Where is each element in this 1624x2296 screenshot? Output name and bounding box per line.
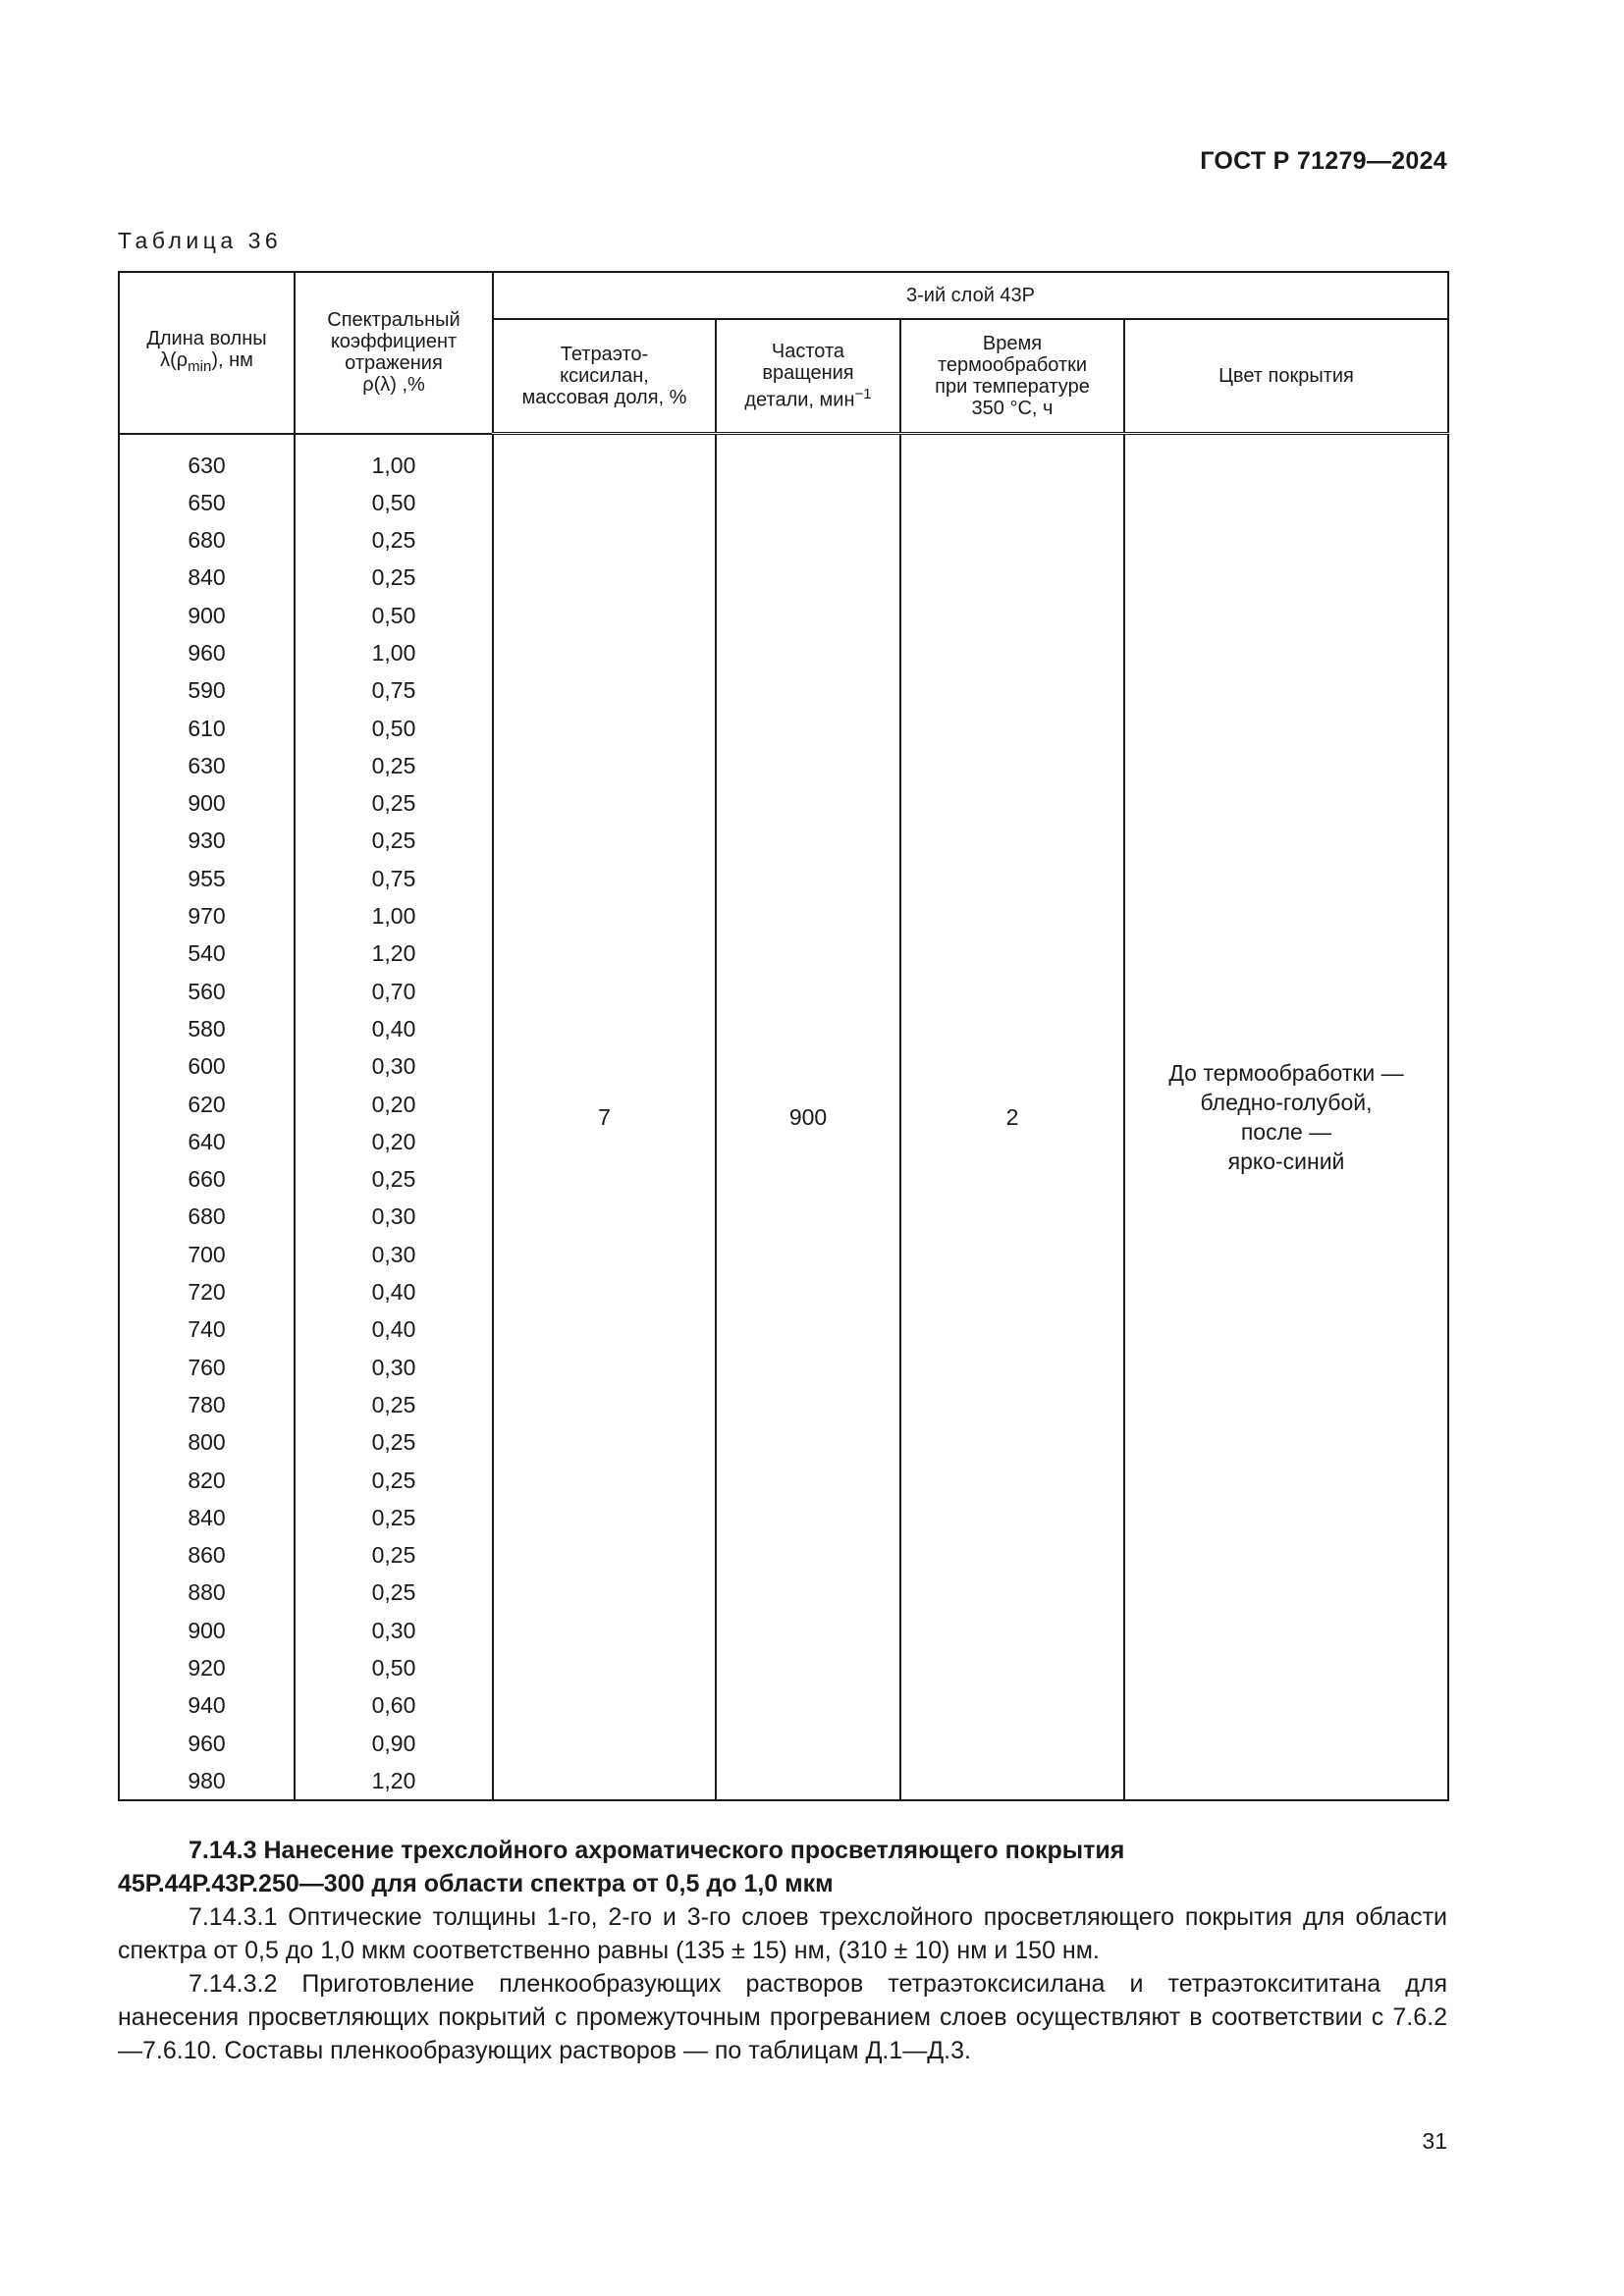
reflection-cell: 0,20 <box>371 1091 416 1117</box>
wavelength-cell: 680 <box>188 1203 226 1230</box>
reflection-cell: 0,25 <box>371 752 416 778</box>
reflection-cell: 1,00 <box>371 903 416 930</box>
table-caption: Таблица 36 <box>118 228 283 253</box>
reflection-cell: 0,25 <box>371 1166 416 1193</box>
wavelength-cell: 800 <box>188 1429 226 1456</box>
reflection-cell: 0,30 <box>371 1617 416 1643</box>
wavelength-cell: 780 <box>188 1391 226 1417</box>
section-heading: 7.14.3 Нанесение трехслойного ахроматического просветляющего покрытия 45Р.44Р.43Р.250—300 для области спектра от 0,5 до 1,0 мкм <box>118 1837 1125 1897</box>
reflection-cell: 0,40 <box>371 1015 416 1041</box>
reflection-cell: 0,40 <box>371 1279 416 1306</box>
reflection-cell: 0,40 <box>371 1316 416 1343</box>
wavelength-cell: 740 <box>188 1316 226 1343</box>
reflection-cell: 0,50 <box>371 715 416 741</box>
wavelength-cell: 590 <box>188 677 226 704</box>
wavelength-cell: 580 <box>188 1015 226 1041</box>
wavelength-cell: 650 <box>188 489 226 515</box>
reflection-cell: 0,25 <box>371 1579 416 1606</box>
wavelength-cell: 980 <box>188 1767 226 1793</box>
reflection-cell: 0,30 <box>371 1241 416 1267</box>
wavelength-cell: 660 <box>188 1166 226 1193</box>
reflection-cell: 0,50 <box>371 1655 416 1681</box>
wavelength-cell: 840 <box>188 564 226 591</box>
reflection-cell: 1,00 <box>371 639 416 666</box>
reflection-cell: 0,30 <box>371 1053 416 1080</box>
wavelength-cell: 540 <box>188 940 226 967</box>
wavelength-cell: 560 <box>188 978 226 1004</box>
wavelength-column <box>119 434 295 1801</box>
header-teos: Тетраэто- ксисилан, массовая доля, % <box>493 319 716 434</box>
wavelength-cell: 960 <box>188 639 226 666</box>
wavelength-cell: 600 <box>188 1053 226 1080</box>
wavelength-cell: 900 <box>188 602 226 628</box>
reflection-cell: 0,70 <box>371 978 416 1004</box>
time-value: 2 <box>900 434 1124 1801</box>
wavelength-cell: 630 <box>188 452 226 478</box>
wavelength-cell: 720 <box>188 1279 226 1306</box>
rotation-value: 900 <box>716 434 900 1801</box>
reflection-cell: 0,25 <box>371 828 416 854</box>
body-text <box>118 1834 1447 2067</box>
wavelength-cell: 610 <box>188 715 226 741</box>
reflection-cell: 1,00 <box>371 452 416 478</box>
wavelength-cell: 680 <box>188 527 226 554</box>
reflection-cell: 0,25 <box>371 790 416 817</box>
reflection-cell: 0,25 <box>371 1467 416 1493</box>
reflection-cell: 0,90 <box>371 1730 416 1756</box>
wavelength-cell: 930 <box>188 828 226 854</box>
data-table <box>118 271 1449 1801</box>
wavelength-cell: 860 <box>188 1542 226 1569</box>
reflection-cell: 0,25 <box>371 1429 416 1456</box>
wavelength-cell: 700 <box>188 1241 226 1267</box>
reflection-cell: 0,30 <box>371 1203 416 1230</box>
wavelength-cell: 970 <box>188 903 226 930</box>
reflection-cell: 0,50 <box>371 489 416 515</box>
wavelength-cell: 840 <box>188 1504 226 1530</box>
wavelength-cell: 900 <box>188 1617 226 1643</box>
reflection-cell: 0,60 <box>371 1692 416 1719</box>
color-value: До термообработки — бледно-голубой, после — ярко-синий <box>1124 434 1448 1801</box>
wavelength-cell: 820 <box>188 1467 226 1493</box>
header-wavelength: Длина волны $\lambda(\rho_{min})$, нм <box>119 272 295 434</box>
reflection-cell: 0,25 <box>371 564 416 591</box>
document-code: ГОСТ Р 71279—2024 <box>1200 147 1447 175</box>
page-number: 31 <box>1422 2128 1447 2154</box>
reflection-cell: 0,75 <box>371 677 416 704</box>
wavelength-cell: 960 <box>188 1730 226 1756</box>
teos-value: 7 <box>493 434 716 1801</box>
reflection-cell: 1,20 <box>371 940 416 967</box>
header-layer-group: 3-ий слой 43Р <box>493 272 1448 319</box>
wavelength-cell: 630 <box>188 752 226 778</box>
reflection-cell: 0,20 <box>371 1128 416 1154</box>
paragraph-7-14-3-1: 7.14.3.1 Оптические толщины 1-го, 2-го и 3-го слоев трехслойного просветляющего покрытия для области спектра от 0,5 до 1,0 мкм соответственно равны (135 ± 15) нм, (310 ± 10) нм и 150 нм. <box>118 1903 1447 1964</box>
reflection-cell: 0,25 <box>371 1542 416 1569</box>
reflection-cell: 0,25 <box>371 1391 416 1417</box>
reflection-cell: 0,25 <box>371 1504 416 1530</box>
reflection-column <box>295 434 493 1801</box>
paragraph-7-14-3-2: 7.14.3.2 Приготовление пленкообразующих растворов тетраэтоксисилана и тетраэтоксититана для нанесения просветляющих покрытий с промежуточным прогреванием слоев осуществляют в соответствии с 7.6.2—7.6.10. Составы пленкообразующих растворов — по таблицам Д.1—Д.3. <box>118 1970 1447 2064</box>
wavelength-cell: 760 <box>188 1354 226 1380</box>
wavelength-cell: 620 <box>188 1091 226 1117</box>
reflection-cell: 1,20 <box>371 1767 416 1793</box>
wavelength-cell: 955 <box>188 865 226 891</box>
reflection-cell: 0,50 <box>371 602 416 628</box>
reflection-cell: 0,25 <box>371 527 416 554</box>
header-rotation: Частота вращения детали, мин$^{-1}$ <box>716 319 900 434</box>
wavelength-cell: 880 <box>188 1579 226 1606</box>
wavelength-cell: 900 <box>188 790 226 817</box>
wavelength-cell: 640 <box>188 1128 226 1154</box>
reflection-cell: 0,75 <box>371 865 416 891</box>
wavelength-cell: 940 <box>188 1692 226 1719</box>
wavelength-cell: 920 <box>188 1655 226 1681</box>
header-time: Время термообработки при температуре 350 °С, ч <box>900 319 1124 434</box>
header-reflection: Спектральный коэффициент отражения ρ(λ) ,% <box>295 272 493 434</box>
header-color: Цвет покрытия <box>1124 319 1448 434</box>
reflection-cell: 0,30 <box>371 1354 416 1380</box>
